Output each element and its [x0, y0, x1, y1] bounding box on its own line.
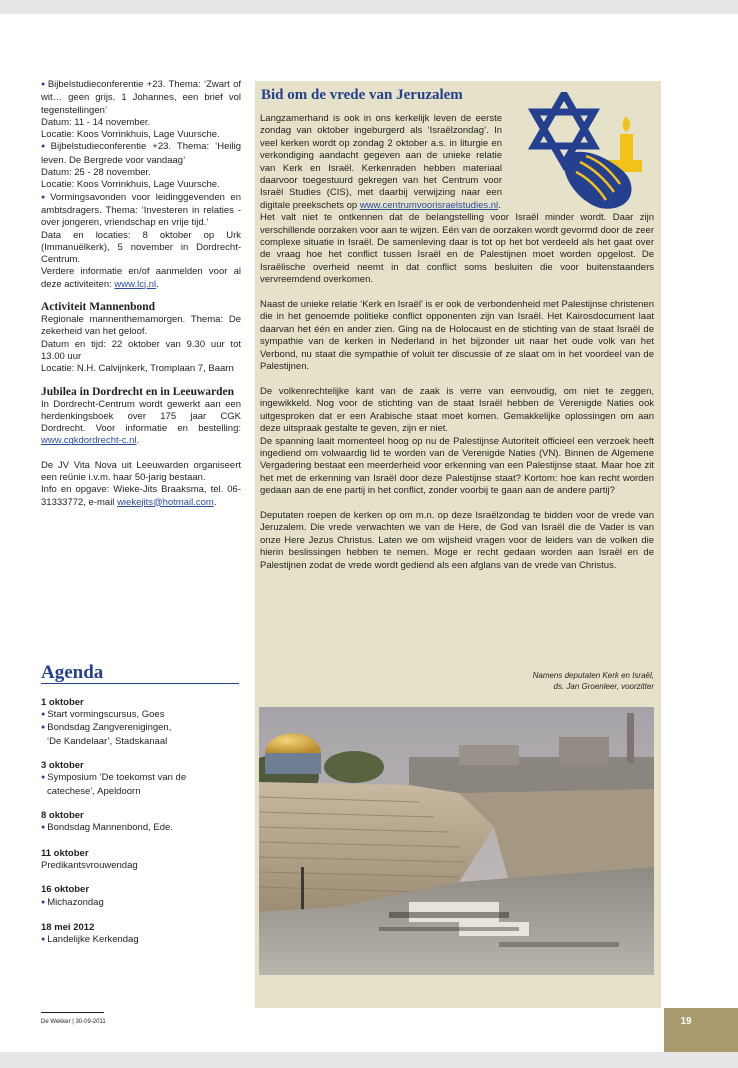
agenda-group	[41, 810, 241, 835]
agenda-date: 3 oktober	[41, 760, 84, 772]
crowd-block	[379, 927, 519, 931]
paragraph	[41, 484, 241, 509]
trees	[324, 751, 384, 783]
list-item-detail: Locatie: Koos Vorrinkhuis, Lage Vuursche.	[41, 129, 220, 141]
more-info-text: Verdere informatie en/of aanmelden voor al deze activiteiten:	[41, 266, 241, 290]
list-item-detail: Datum: 25 - 28 november.	[41, 167, 151, 179]
agenda-date: 16 oktober	[41, 884, 90, 896]
agenda-item: ● Michazondag	[41, 897, 241, 910]
footer-rule	[41, 1012, 104, 1013]
contact-text: Info en opgave: Wieke-Jits Braaksma, tel. 06-31333772, e-mail	[41, 484, 241, 508]
agenda-item: ● Landelijke Kerkendag	[41, 934, 241, 947]
article-body	[260, 113, 654, 572]
cis-link[interactable]: www.centrumvoorisraelstudies.nl	[359, 199, 499, 211]
paragraph: Het valt niet te ontkennen dat de belangstelling voor Israël minder wordt. Daar zijn verschillende oorzaken voor aan te wijzen. Eén van de oorzaken wordt gevormd door de zeer complexe situatie in Israël. De samenleving daar is tot op het bot verdeeld als het gaat over de vraag hoe het conflict tussen Israël en de Palestijnen moet worden opgelost. De Israëlische overheid neemt in dat conflict soms besluiten die voor buitenstaanders vervreemdend overkomen.	[260, 212, 654, 286]
period: .	[213, 496, 217, 508]
footer-text: De Wekker | 30-09-2011	[41, 1019, 106, 1025]
list-item: ● Vormingsavonden voor leidinggevenden en ambtsdragers. Thema: ‘Investeren in relaties - over jongeren, vriendschap en vrije tijd.’	[41, 192, 241, 230]
paragraph	[41, 399, 241, 448]
crowd-block	[499, 942, 619, 947]
lcj-link[interactable]: www.lcj.nl	[114, 278, 157, 290]
paragraph: Locatie: N.H. Calvijnkerk, Tromplaan 7, Baarn	[41, 363, 234, 375]
agenda-group	[41, 848, 241, 872]
agenda-item: ● Bondsdag Mannenbond, Ede.	[41, 822, 241, 835]
paragraph: Regionale mannenthemamorgen. Thema: De zekerheid van het geloof.	[41, 314, 241, 338]
agenda-date: 8 oktober	[41, 810, 84, 822]
jubilea-text: In Dordrecht-Centrum wordt gewerkt aan een herdenkingsboek over 175 jaar CGK Dordrecht. Voor informatie en bestelling:	[41, 398, 241, 435]
jerusalem-photo	[259, 707, 654, 975]
crowd-block	[389, 912, 509, 918]
intro-text: Langzamerhand is ook in ons kerkelijk leven de eerste zondag van oktober ingeburgerd als ‘Israëlzondag’. In veel kerken wordt op zondag 2 oktober a.s. in liturgie en verkondiging aandacht gegeven aan de unieke relatie van Kerk en Israël. Kerkenraden hebben materiaal daarvoor toegestuurd gekregen van het Centrum voor Israël Studies (CIS), met daarbij verwijzing naar een digitale preekschets op	[260, 113, 502, 211]
tower	[627, 713, 634, 763]
section-heading-mannenbond: Activiteit Mannenbond	[41, 301, 156, 314]
signature	[460, 670, 654, 692]
section-heading-jubilea: Jubilea in Dordrecht en in Leeuwarden	[41, 385, 235, 398]
agenda-group	[41, 922, 241, 947]
agenda-item-cont: catechese’, Apeldoorn	[47, 785, 141, 797]
page-number: 19	[680, 1016, 692, 1027]
dome-drum	[265, 752, 321, 774]
agenda-group	[41, 697, 241, 748]
agenda-item-cont: ‘De Kandelaar’, Stadskanaal	[47, 735, 168, 747]
agenda-date: 1 oktober	[41, 697, 84, 708]
list-item: ● Bijbelstudieconferentie +23. Thema: ‘Zwart of wit… geen grijs. 1 Johannes, een brief vol tegenstellingen’	[41, 79, 241, 117]
signature-line: ds. Jan Groenleer, voorzitter	[553, 682, 654, 691]
period: .	[498, 199, 501, 211]
agenda-item: ● Symposium ‘De toekomst van de	[41, 772, 241, 785]
list-item-detail: Data en locaties: 8 oktober op Urk (Immanuëlkerk), 5 november in Dordrecht-Centrum.	[41, 229, 241, 266]
agenda-item: Predikantsvrouwendag	[41, 859, 138, 871]
period: .	[136, 435, 140, 447]
left-column	[41, 79, 241, 509]
period: .	[156, 278, 159, 290]
spacer	[41, 448, 241, 460]
agenda-title: Agenda	[41, 663, 239, 684]
buildings	[559, 737, 609, 765]
article-title: Bid om de vrede van Jeruzalem	[261, 87, 463, 103]
paragraph: Datum en tijd: 22 oktober van 9.30 uur tot 13.00 uur	[41, 338, 241, 362]
email-link[interactable]: wiekejits@hotmail.com	[117, 496, 214, 508]
paragraph: De spanning laait momenteel hoog op nu de Palestijnse Autoriteit officieel een verzoek heeft ingediend om volwaardig lid te worden van de Verenigde Naties (VN). Binnen de Algemene Vergadering bestaat een meerderheid voor erkenning van een Palestijnse staat. Maar hoe zit het met de erkenning van Israël door deze Palestijnse staat? Kortom: hoe kan recht worden gedaan aan de ene partij in het conflict, zonder voorbij te gaan aan de andere partij?	[260, 435, 654, 497]
list-item-detail: Locatie: Koos Vorrinkhuis, Lage Vuursche.	[41, 179, 220, 191]
agenda-item: ● Start vormingscursus, Goes	[41, 709, 241, 722]
cgk-link[interactable]: www.cgkdordrecht-c.nl	[41, 435, 137, 447]
signature-line: Namens deputaten Kerk en Israël,	[532, 671, 654, 680]
paragraph: De volkenrechtelijke kant van de zaak is verre van eenvoudig, om niet te zeggen, ingewikkeld. Nog voor de stichting van de staat Israël hebben de Verenigde Naties ook uitgesproken dat er een Arabische staat moet komen. Gemakkelijke oplossingen om aan deze uitspraak gestalte te geven, zijn er niet.	[260, 385, 654, 435]
bottom-band	[0, 1052, 738, 1068]
agenda-date: 18 mei 2012	[41, 922, 95, 934]
agenda-group	[41, 760, 241, 798]
agenda-group	[41, 884, 241, 909]
more-info	[41, 266, 241, 291]
agenda-date: 11 oktober	[41, 847, 89, 859]
paragraph: Naast de unieke relatie ‘Kerk en Israël’ is er ook de verbondenheid met Palestijnse christenen die in het genoemde politieke conflict opponenten zijn van Israël. Het Kairosdocument laat daarvan het één en ander zien. Ging na de Holocaust en de stichting van de staat Israël de sympathie van de kerken in Nederland in het bijzonder uit naar het oude volk van het Verbond, nu staat die sympathie of voluit ter discussie of ze slaat om in het voordeel van de Palestijnen.	[260, 299, 654, 373]
paragraph	[260, 113, 502, 212]
page-number-box	[664, 1008, 738, 1052]
agenda-list	[41, 697, 241, 960]
paragraph: Deputaten roepen de kerken op om m.n. op deze Israëlzondag te bidden voor de vrede van Jeruzalem. Die vrede verwachten we van de Here, de God van Israël die de Vader is van onze Here Jezus Christus. Laten we om wijsheid vragen voor de leiders van de volken die hierin beslissingen hebben te nemen. Moge er recht gedaan worden aan Israël en de Palestijnen zodat de vrede wordt gediend als een afglans van de vrede van Christus.	[260, 509, 654, 571]
paragraph: De JV Vita Nova uit Leeuwarden organiseert een reünie i.v.m. haar 50-jarig bestaan.	[41, 459, 241, 484]
top-band	[0, 0, 738, 14]
list-item-detail: Datum: 11 - 14 november.	[41, 116, 151, 128]
buildings	[459, 745, 519, 765]
agenda-item: ● Bondsdag Zangverenigingen,	[41, 722, 241, 735]
list-item: ● Bijbelstudieconferentie +23. Thema: ‘Heilig leven. De Bergrede voor vandaag’	[41, 141, 241, 167]
